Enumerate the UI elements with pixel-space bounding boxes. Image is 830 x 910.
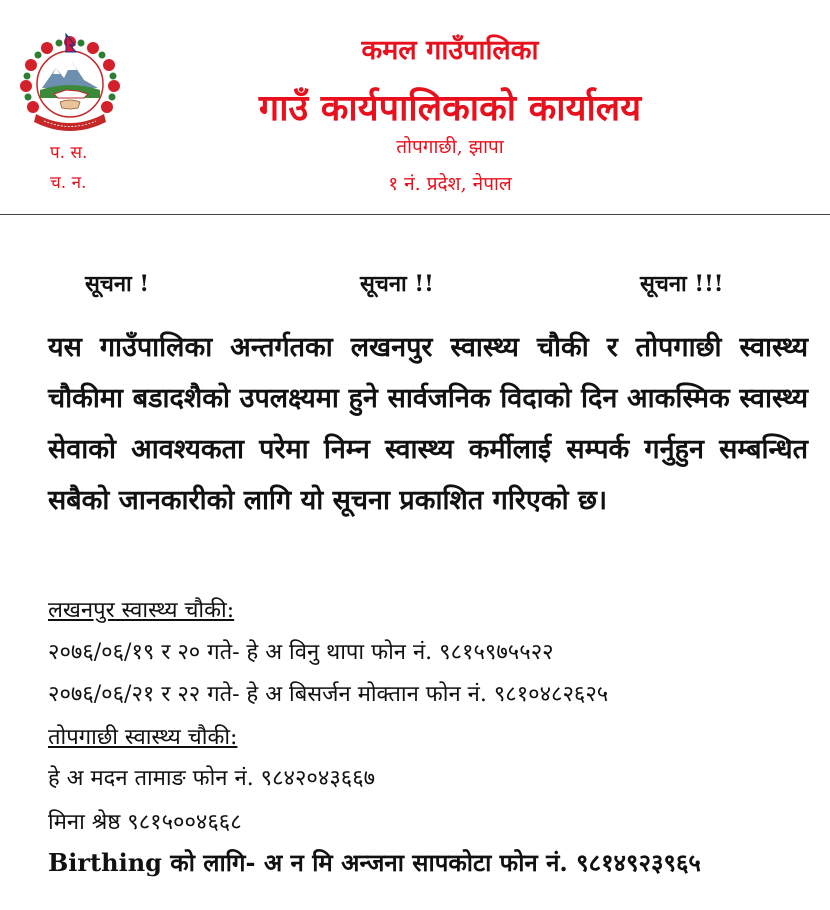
office-address: तोपगाछी, झापा — [396, 136, 504, 158]
notice-heading-1: सूचना ! — [85, 271, 150, 297]
section-title-topgachhi: तोपगाछी स्वास्थ्य चौकी: — [48, 725, 238, 750]
section-title-lakhanpur: लखनपुर स्वास्थ्य चौकी: — [48, 598, 235, 623]
letter-number-label: प. स. — [50, 143, 88, 163]
notice-heading-3: सूचना !!! — [640, 271, 724, 297]
dispatch-number-label: च. न. — [50, 173, 87, 193]
notice-body: यस गाउँपालिका अन्तर्गतका लखनपुर स्वास्थ्य चौकी र तोपगाछी स्वास्थ्य चौकीमा बडादशैको उपलक्ष्यमा हुने सार्वजनिक विदाको दिन आकस्मिक स्वास्थ्य सेवाको आवश्यकता परेमा निम्न स्वास्थ्य कर्मीलाई सम्पर्क गर्नुहुन सम्बन्धित सबैको जानकारीको लागि यो सूचना प्रकाशित गरिएको छ। — [48, 332, 808, 516]
notice-heading-2: सूचना !! — [360, 271, 434, 297]
contact-line: २०७६/०६/१९ र २० गते- हे अ विनु थापा फोन नं. ९८१५९७५५२२ — [48, 640, 554, 665]
nepal-emblem-icon — [14, 28, 126, 140]
contact-line: २०७६/०६/२१ र २२ गते- हे अ बिसर्जन मोक्तान फोन नं. ९८१०४८२६२५ — [48, 682, 609, 707]
municipality-name: कमल गाउँपालिका — [361, 35, 539, 66]
header-divider — [0, 214, 830, 215]
contact-line: मिना श्रेष्ठ ९८१५००४६६८ — [48, 810, 242, 835]
birthing-contact-line: Birthing को लागि- अ न मि अन्जना सापकोटा फोन नं. ९८१४९२३९६५ — [48, 848, 701, 877]
contact-line: हे अ मदन तामाङ फोन नं. ९८४२०४३६६७ — [48, 766, 376, 791]
office-title: गाउँ कार्यपालिकाको कार्यालय — [258, 87, 642, 129]
office-province: १ नं. प्रदेश, नेपाल — [388, 173, 512, 195]
